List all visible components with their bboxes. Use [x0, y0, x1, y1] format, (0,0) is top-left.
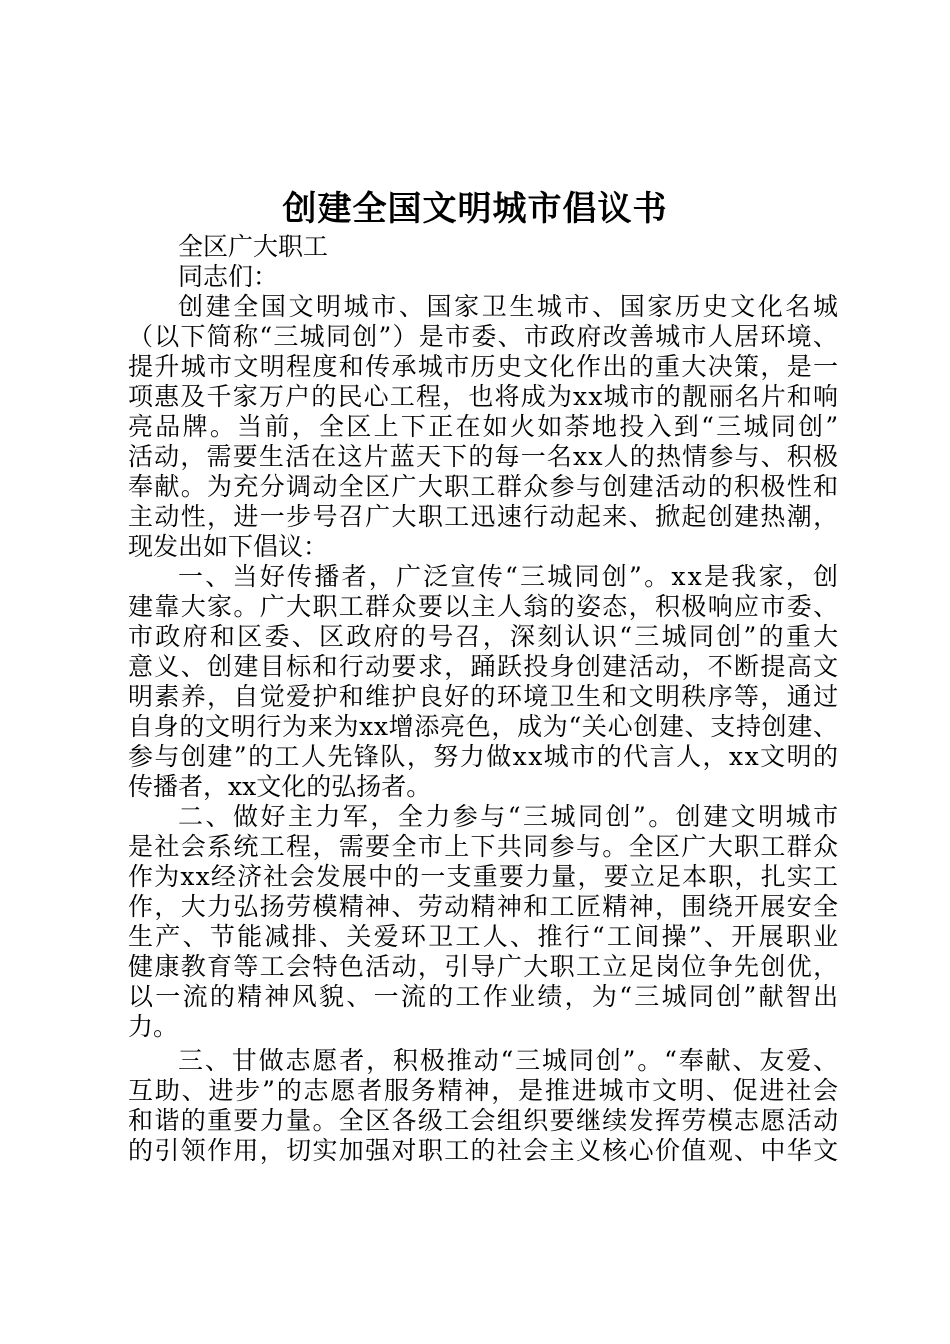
document-title: 创建全国文明城市倡议书 [282, 189, 668, 229]
text-line: 自身的文明行为来为xx增添亮色，成为“关心创建、支持创建、 [128, 712, 839, 741]
text-line: 是社会系统工程，需要全市上下共同参与。全区广大职工群众 [128, 832, 840, 861]
text-line: 创建全国文明城市、国家卫生城市、国家历史文化名城 [178, 292, 841, 321]
document-body [128, 232, 841, 1166]
text-line: 作，大力弘扬劳模精神、劳动精神和工匠精神，围绕开展安全 [128, 892, 840, 921]
text-line: 全区广大职工 [178, 232, 329, 261]
text-line: 同志们： [178, 262, 279, 291]
text-line: （以下简称“三城同创”）是市委、市政府改善城市人居环境、 [128, 322, 840, 351]
text-line: 奉献。为充分调动全区广大职工群众参与创建活动的积极性和 [128, 472, 840, 501]
text-line: 生产、节能减排、关爱环卫工人、推行“工间操”、开展职业 [128, 922, 841, 951]
text-line: 以一流的精神风貌、一流的工作业绩，为“三城同创”献智出 [128, 982, 841, 1011]
text-line: 互助、进步”的志愿者服务精神，是推进城市文明、促进社会 [128, 1076, 840, 1105]
text-line: 项惠及千家万户的民心工程，也将成为xx城市的靓丽名片和响 [128, 382, 840, 411]
text-line: 的引领作用，切实加强对职工的社会主义核心价值观、中华文 [128, 1136, 840, 1165]
text-line: 亮品牌。当前，全区上下正在如火如荼地投入到“三城同创” [128, 412, 841, 441]
text-line: 明素养，自觉爱护和维护良好的环境卫生和文明秩序等，通过 [128, 682, 840, 711]
text-line: 三、甘做志愿者，积极推动“三城同创”。“奉献、友爱、 [178, 1046, 840, 1075]
text-line: 健康教育等工会特色活动，引导广大职工立足岗位争先创优， [128, 952, 840, 981]
text-line: 传播者，xx文化的弘扬者。 [128, 772, 432, 801]
text-line: 力。 [128, 1012, 179, 1041]
text-line: 活动，需要生活在这片蓝天下的每一名xx人的热情参与、积极 [128, 442, 840, 471]
text-line: 意义、创建目标和行动要求，踊跃投身创建活动，不断提高文 [128, 652, 840, 681]
text-line: 建靠大家。广大职工群众要以主人翁的姿态，积极响应市委、 [128, 592, 840, 621]
text-line: 和谐的重要力量。全区各级工会组织要继续发挥劳模志愿活动 [128, 1106, 840, 1135]
text-line: 二、做好主力军，全力参与“三城同创”。创建文明城市 [178, 802, 841, 831]
text-line: 市政府和区委、区政府的号召，深刻认识“三城同创”的重大 [128, 622, 841, 651]
text-line: 主动性，进一步号召广大职工迅速行动起来、掀起创建热潮， [128, 502, 840, 531]
text-line: 一、当好传播者，广泛宣传“三城同创”。xx是我家，创 [178, 562, 841, 591]
text-line: 提升城市文明程度和传承城市历史文化作出的重大决策，是一 [128, 352, 840, 381]
text-line: 现发出如下倡议： [128, 532, 329, 561]
text-line: 作为xx经济社会发展中的一支重要力量，要立足本职，扎实工 [128, 862, 840, 891]
text-line: 参与创建”的工人先锋队，努力做xx城市的代言人，xx文明的 [128, 742, 840, 771]
